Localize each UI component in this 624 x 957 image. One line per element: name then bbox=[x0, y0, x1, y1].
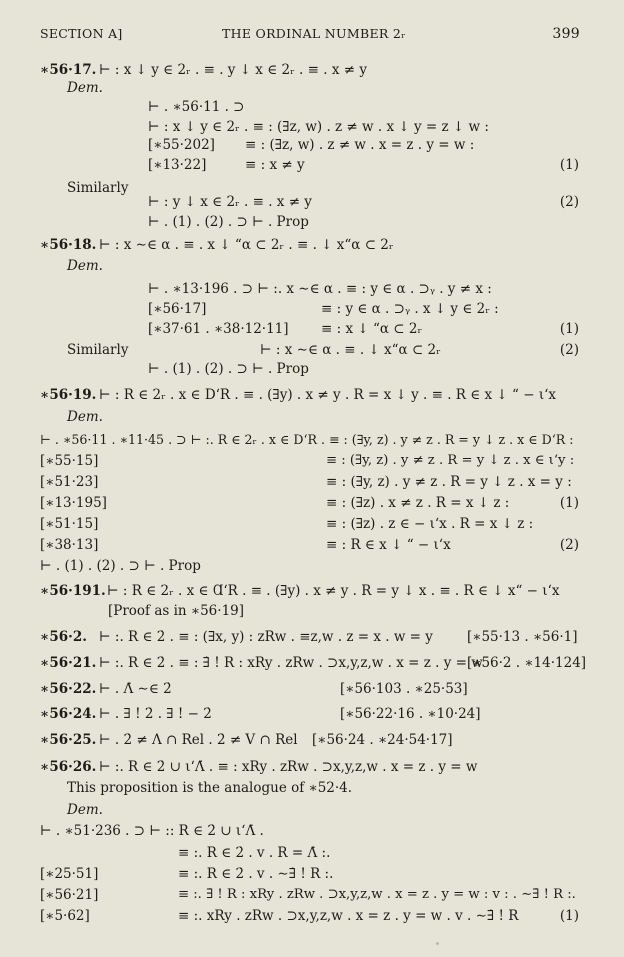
proof-line: Dem. bbox=[67, 80, 103, 96]
reference-citation: [∗13·195] bbox=[40, 495, 107, 511]
page-number: 399 bbox=[552, 26, 580, 42]
reference-citation: [∗13·22] bbox=[148, 157, 207, 173]
proposition-formula: ⊢ :. R ∈ 2̇ ∪ ι‘Λ̇ . ≡ : xRy . zRw . ⊃x,y,z,w . x = z . y = w bbox=[99, 759, 478, 775]
proposition-formula: ⊢ . ∃ ! 2̇ . ∃ ! − 2̇ bbox=[99, 706, 212, 722]
proof-line: ≡ : (∃y, z) . y ≠ z . R = y ↓ z . x = y : bbox=[326, 474, 572, 490]
proof-line: ≡ : (∃y, z) . y ≠ z . R = y ↓ z . x ∈ ι‘y : bbox=[326, 453, 575, 468]
proof-line: ⊢ : x ∼∈ α . ≡ . ↓ x“α ⊂ 2ᵣ bbox=[260, 342, 441, 358]
proof-line: ⊢ . ∗56·11 . ⊃ bbox=[148, 99, 245, 115]
proposition-number: ∗56·26. bbox=[40, 759, 97, 775]
running-title: THE ORDINAL NUMBER 2ᵣ bbox=[222, 26, 406, 41]
reference-citation: [∗38·13] bbox=[40, 537, 99, 553]
proof-citation: [∗56·2 . ∗14·124] bbox=[467, 655, 587, 671]
proof-line: ⊢ : x ↓ y ∈ 2ᵣ . ≡ : (∃z, w) . z ≠ w . x ↓ y = z ↓ w : bbox=[148, 119, 489, 135]
proof-line: ≡ :. R ∈ 2̇ . v . ∼∃̇ ! R :. bbox=[178, 866, 334, 882]
reference-citation: [∗25·51] bbox=[40, 866, 99, 882]
proof-line: ⊢ : y ↓ x ∈ 2ᵣ . ≡ . x ≠ y bbox=[148, 194, 312, 210]
proof-line: ⊢ . (1) . (2) . ⊃ ⊢ . Prop bbox=[40, 558, 201, 574]
proposition-formula: ⊢ :. R ∈ 2̇ . ≡ : (∃x, y) : zRw . ≡z,w . z = x . w = y bbox=[99, 629, 433, 645]
proof-line: Dem. bbox=[67, 409, 103, 425]
proof-line: ≡ : R ∈ x ↓ “ − ι‘x bbox=[326, 537, 451, 553]
equation-tag: (1) bbox=[559, 495, 579, 511]
proof-citation: [∗55·13 . ∗56·1] bbox=[467, 629, 578, 645]
proof-line: ≡ :. R ∈ 2̇ . v . R = Λ̇ :. bbox=[178, 845, 331, 861]
reference-citation: [∗51·23] bbox=[40, 474, 99, 490]
proof-line: Similarly bbox=[67, 342, 129, 358]
proposition-formula: ⊢ : R ∈ 2ᵣ . x ∈ Ɑ‘R . ≡ . (∃y) . x ≠ y . R = y ↓ x . ≡ . R ∈ ↓ x“ − ι‘x bbox=[107, 583, 560, 599]
proposition-number: ∗56·191. bbox=[40, 583, 106, 599]
proposition-number: ∗56·18. bbox=[40, 237, 97, 253]
proof-line: ≡ : (∃z, w) . z ≠ w . x = z . y = w : bbox=[245, 137, 475, 153]
proof-line: ≡ :. ∃̇ ! R : xRy . zRw . ⊃x,y,z,w . x = z . y = w : v : . ∼∃̇ ! R :. bbox=[178, 887, 576, 902]
proof-line: ≡ : x ≠ y bbox=[245, 157, 305, 173]
proposition-formula: ⊢ : x ∼∈ α . ≡ . x ↓ “α ⊂ 2ᵣ . ≡ . ↓ x“α ⊂ 2ᵣ bbox=[99, 237, 394, 253]
proof-citation: [∗56·103 . ∗25·53] bbox=[340, 681, 468, 697]
proposition-number: ∗56·2. bbox=[40, 629, 87, 645]
reference-citation: [∗37·61 . ∗38·12·11] bbox=[148, 321, 289, 337]
proof-line: Dem. bbox=[67, 258, 103, 274]
equation-tag: (2) bbox=[559, 194, 579, 210]
reference-citation: [∗55·15] bbox=[40, 453, 99, 469]
equation-tag: (2) bbox=[559, 537, 579, 553]
proof-citation: [∗56·24 . ∗24·54·17] bbox=[312, 732, 453, 748]
proof-line: [Proof as in ∗56·19] bbox=[108, 603, 245, 619]
proposition-formula: ⊢ . Λ̇ ∼∈ 2̇ bbox=[99, 681, 172, 697]
equation-tag: (1) bbox=[559, 321, 579, 337]
proposition-formula: ⊢ . 2̇ ≠ Λ ∩ Rel . 2̇ ≠ V ∩ Rel bbox=[99, 732, 298, 748]
proof-line: ≡ : (∃z) . x ≠ z . R = x ↓ z : bbox=[326, 495, 510, 511]
reference-citation: [∗5·62] bbox=[40, 908, 90, 924]
proposition-number: ∗56·25. bbox=[40, 732, 97, 748]
proof-citation: [∗56·22·16 . ∗10·24] bbox=[340, 706, 481, 722]
proposition-number: ∗56·24. bbox=[40, 706, 97, 722]
proof-line: ≡ : x ↓ “α ⊂ 2ᵣ bbox=[321, 321, 423, 337]
proof-line: Similarly bbox=[67, 180, 129, 196]
proof-line: This proposition is the analogue of ∗52·4. bbox=[67, 780, 353, 796]
reference-citation: [∗56·17] bbox=[148, 301, 207, 317]
proof-line: ≡ :. xRy . zRw . ⊃x,y,z,w . x = z . y = w . v . ∼∃̇ ! R bbox=[178, 908, 519, 924]
proof-line: ⊢ . ∗13·196 . ⊃ ⊢ :. x ∼∈ α . ≡ : y ∈ α . ⊃ᵧ . y ≠ x : bbox=[148, 281, 492, 297]
proof-line: Dem. bbox=[67, 802, 103, 818]
proof-line: ≡ : y ∈ α . ⊃ᵧ . x ↓ y ∈ 2ᵣ : bbox=[321, 301, 499, 317]
reference-citation: [∗56·21] bbox=[40, 887, 99, 903]
proposition-number: ∗56·17. bbox=[40, 62, 97, 78]
section-header: SECTION A] bbox=[40, 26, 123, 41]
equation-tag: (1) bbox=[559, 908, 579, 924]
proof-line: ⊢ . ∗56·11 . ∗11·45 . ⊃ ⊢ :. R ∈ 2ᵣ . x ∈ D‘R . ≡ : (∃y, z) . y ≠ z . R = y ↓ z . x ∈ D‘R : bbox=[40, 432, 574, 447]
equation-tag: (2) bbox=[559, 342, 579, 358]
proposition-number: ∗56·19. bbox=[40, 387, 97, 403]
proposition-number: ∗56·21. bbox=[40, 655, 97, 671]
proof-line: ⊢ . (1) . (2) . ⊃ ⊢ . Prop bbox=[148, 361, 309, 377]
proposition-number: ∗56·22. bbox=[40, 681, 97, 697]
reference-citation: [∗51·15] bbox=[40, 516, 99, 532]
proof-line: ≡ : (∃z) . z ∈ − ι‘x . R = x ↓ z : bbox=[326, 516, 534, 532]
equation-tag: (1) bbox=[559, 157, 579, 173]
proposition-formula: ⊢ : R ∈ 2ᵣ . x ∈ D‘R . ≡ . (∃y) . x ≠ y . R = x ↓ y . ≡ . R ∈ x ↓ “ − ι‘x bbox=[99, 387, 557, 403]
page-speck bbox=[436, 942, 439, 945]
proof-line: ⊢ . ∗51·236 . ⊃ ⊢ :: R ∈ 2̇ ∪ ι‘Λ̇ . bbox=[40, 823, 264, 839]
proposition-formula: ⊢ :. R ∈ 2̇ . ≡ : ∃̇ ! R : xRy . zRw . ⊃x,y,z,w . x = z . y = w bbox=[99, 655, 483, 671]
proposition-formula: ⊢ : x ↓ y ∈ 2ᵣ . ≡ . y ↓ x ∈ 2ᵣ . ≡ . x ≠ y bbox=[99, 62, 367, 78]
reference-citation: [∗55·202] bbox=[148, 137, 215, 153]
proof-line: ⊢ . (1) . (2) . ⊃ ⊢ . Prop bbox=[148, 214, 309, 230]
